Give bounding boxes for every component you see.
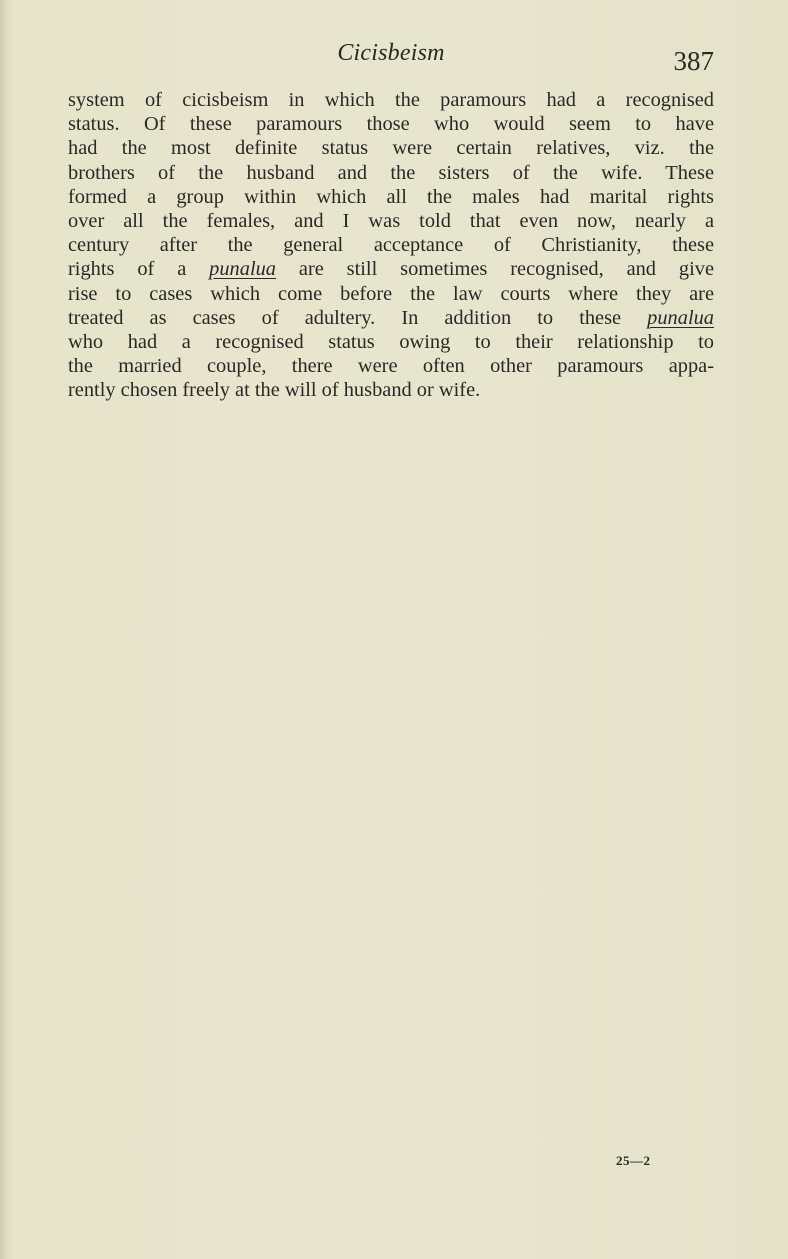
body-paragraph	[68, 88, 714, 403]
text-line: the married couple, there were often other paramours appa-	[68, 355, 714, 378]
italic-term: punalua	[647, 306, 714, 329]
text-line: system of cicisbeism in which the paramours had a recognised	[68, 89, 714, 111]
text-line: century after the general acceptance of Christianity, these	[68, 234, 714, 257]
page-header	[68, 38, 714, 78]
running-title: Cicisbeism	[337, 40, 445, 66]
text-line: over all the females, and I was told that even now, nearly a	[68, 210, 714, 233]
text-line: rights of a punalua are still sometimes recognised, and give	[68, 258, 714, 281]
text-line: status. Of these paramours those who would seem to have	[68, 113, 714, 136]
page-number: 387	[673, 46, 714, 76]
text-line: who had a recognised status owing to their relationship to	[68, 331, 714, 354]
text-line: brothers of the husband and the sisters of the wife. These	[68, 161, 714, 184]
italic-term: punalua	[209, 258, 276, 281]
printer-signature-mark: 25—2	[616, 1153, 651, 1168]
text-line: formed a group within which all the males had marital rights	[68, 185, 714, 208]
text-line: rently chosen freely at the will of husband or wife.	[68, 379, 481, 402]
text-line: had the most definite status were certain relatives, viz. the	[68, 137, 714, 160]
text-line: rise to cases which come before the law courts where they are	[68, 282, 714, 305]
text-line: treated as cases of adultery. In addition to these punalua	[68, 306, 714, 329]
